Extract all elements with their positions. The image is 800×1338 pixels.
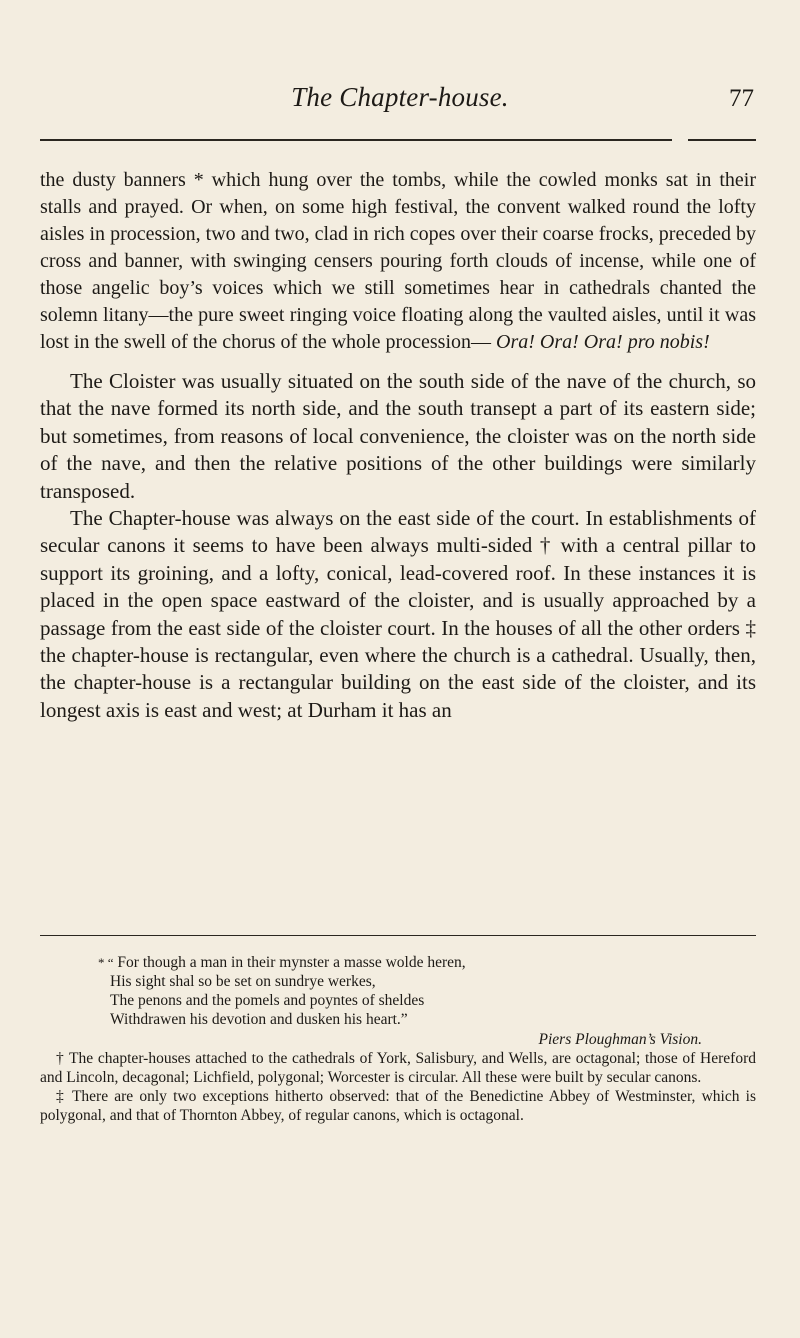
running-head [0,82,800,142]
verse-line [98,953,756,972]
verse-line: His sight shal so be set on sundrye werkes, [110,973,376,990]
footnote-dagger: † The chapter-houses attached to the cathedrals of York, Salisbury, and Wells, are octagonal; those of Hereford and Lincoln, decagonal; Lichfield, polygonal; Worcester is circular. All these were built by secular canons. [40,1050,756,1086]
paragraph-1 [40,167,756,356]
header-rule-short [688,139,756,141]
header-rule [40,139,672,141]
footnote-verse [98,953,756,1029]
footnote-double-dagger: ‡ There are only two exceptions hitherto observed: that of the Benedictine Abbey of Westminster, which is polygonal, and that of Thornton Abbey, of regular canons, which is octagonal. [40,1088,756,1124]
verse-line: Withdrawen his devotion and dusken his heart.” [110,1011,408,1028]
paragraph-3: The Chapter-house was always on the east side of the court. In establishments of secular canons it seems to have been always multi-sided † with a central pillar to support its groining, and a lofty, conical, lead-covered roof. In these instances it is placed in the open space eastward of the cloister, and is usually approached by a passage from the east side of the cloister court. In the houses of all the other orders ‡ the chapter-house is rectangular, even where the church is a cathedral. Usually, then, the chapter-house is a rectangular building on the east side of the cloister, and its longest axis is east and west; at Durham it has an [40,506,756,722]
verse-attribution: Piers Ploughman’s Vision. [538,1031,702,1048]
paragraph-2: The Cloister was usually situated on the south side of the nave of the church, so that the nave formed its north side, and the south transept a part of its eastern side; but sometimes, from reasons of local convenience, the cloister was on the north side of the nave, and then the relative positions of the other buildings were similarly transposed. [40,369,756,503]
footnote-mark: * “ [98,955,114,970]
footnote-rule [40,935,756,936]
verse-line-text: For though a man in their mynster a masse wolde heren, [117,954,466,971]
footnotes [40,953,756,1125]
running-title: The Chapter-house. [291,82,509,112]
paragraph-1-italic: Ora! Ora! Ora! pro nobis! [496,331,710,353]
body-text [40,167,756,724]
verse-line: The penons and the pomels and poyntes of sheldes [110,992,425,1009]
page-number: 77 [729,85,754,112]
paragraph-1-text: the dusty banners * which hung over the tombs, while the cowled monks sat in their stalls and prayed. Or when, on some high festival, the convent walked round the lofty aisles in procession, two and two, clad in rich copes over their coarse frocks, preceded by cross and banner, with swinging censers pouring forth clouds of incense, while one of those angelic boy’s voices which we still sometimes hear in cathedrals chanted the solemn litany—the pure sweet ringing voice floating along the vaulted aisles, until it was lost in the swell of the chorus of the whole procession— [40,169,756,353]
